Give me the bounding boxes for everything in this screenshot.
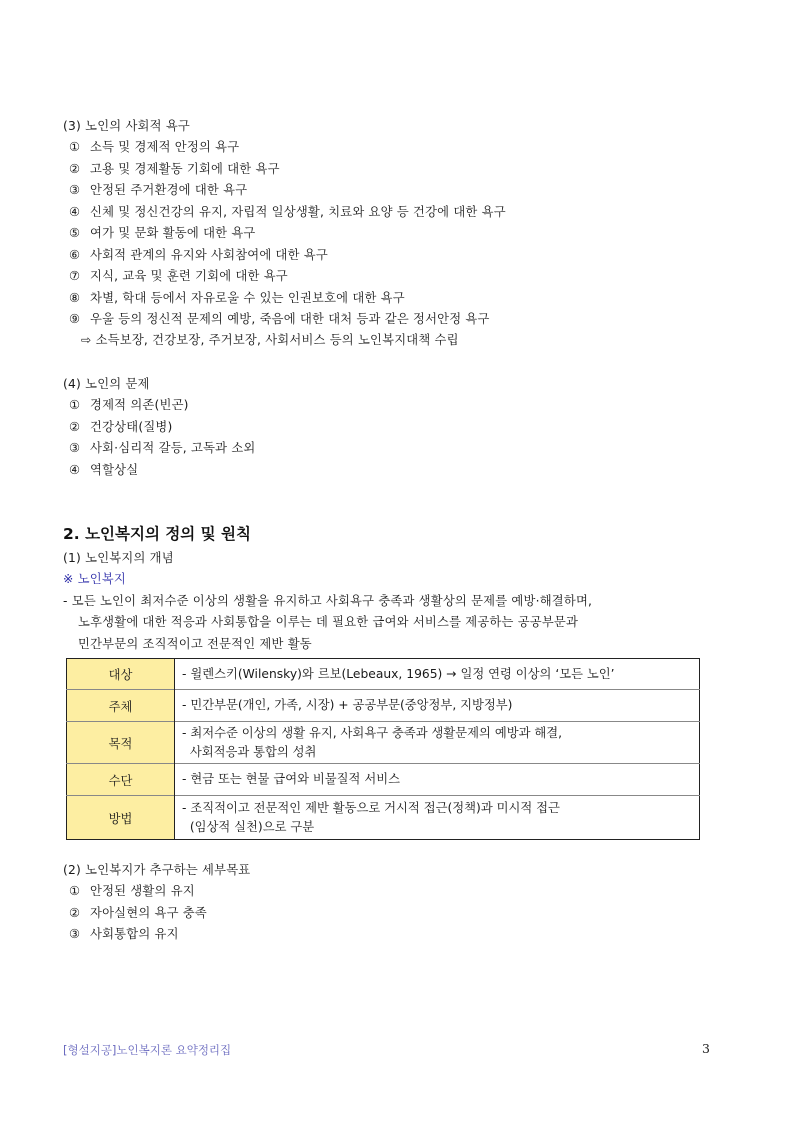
list-item	[69, 440, 256, 456]
item-text: 역할상실	[90, 463, 139, 477]
table-key-cell: 수단	[67, 764, 175, 796]
item-text: 건강상태(질병)	[90, 420, 173, 434]
table-value-cell	[175, 690, 700, 722]
item-number: ④	[69, 463, 81, 477]
list-item	[69, 247, 328, 263]
table-value-cell	[175, 659, 700, 690]
definition-line: 노후생활에 대한 적응과 사회통합을 이루는 데 필요한 급여와 서비스를 제공하는 공공부문과	[78, 615, 579, 629]
list-item	[69, 161, 280, 177]
item-number: ①	[69, 140, 81, 154]
list-item	[69, 926, 179, 942]
note-label: ※ 노인복지	[63, 572, 126, 586]
table-key-cell: 방법	[67, 796, 175, 840]
cell-line: - 최저수준 이상의 생활 유지, 사회욕구 충족과 생활문제의 예방과 해결,	[182, 725, 563, 740]
table-key-cell: 주체	[67, 690, 175, 722]
item-number: ⑦	[69, 269, 81, 283]
item-number: ⑨	[69, 312, 81, 326]
cell-line: - 조직적이고 전문적인 제반 활동으로 거시적 접근(정책)과 미시적 접근	[182, 800, 560, 815]
item-number: ⑥	[69, 248, 81, 262]
cell-line: (임상적 실천)으로 구분	[182, 819, 315, 834]
list-item	[69, 419, 172, 435]
table-row	[67, 796, 700, 840]
footer-title: [형설지공]노인복지론 요약정리집	[63, 1043, 232, 1057]
definition-table	[66, 658, 700, 840]
list-item	[69, 225, 256, 241]
item-text: 사회통합의 유지	[90, 927, 179, 941]
conclusion-arrow-text: ⇨ 소득보장, 건강보장, 주거보장, 사회서비스 등의 노인복지대책 수립	[81, 333, 459, 347]
list-item	[69, 204, 506, 220]
item-text: 우울 등의 정신적 문제의 예방, 죽음에 대한 대처 등과 같은 정서안정 욕구	[90, 312, 490, 326]
table-key-cell: 대상	[67, 659, 175, 690]
item-text: 경제적 의존(빈곤)	[90, 398, 189, 412]
item-text: 고용 및 경제활동 기회에 대한 욕구	[90, 162, 280, 176]
list-item	[69, 268, 288, 284]
item-text: 신체 및 정신건강의 유지, 자립적 일상생활, 치료와 요양 등 건강에 대한 욕구	[90, 205, 506, 219]
list-item	[69, 311, 490, 327]
item-text: 여가 및 문화 활동에 대한 욕구	[90, 226, 256, 240]
subsection-1-title: (1) 노인복지의 개념	[63, 551, 174, 565]
item-text: 소득 및 경제적 안정의 욕구	[90, 140, 240, 154]
table-row	[67, 764, 700, 796]
table-value-cell	[175, 796, 700, 840]
table-row	[67, 722, 700, 764]
table-row	[67, 659, 700, 690]
section-4-title: (4) 노인의 문제	[63, 377, 150, 391]
table-value-cell	[175, 764, 700, 796]
section-3-title: (3) 노인의 사회적 욕구	[63, 119, 190, 133]
item-number: ①	[69, 884, 81, 898]
item-text: 자아실현의 욕구 충족	[90, 906, 207, 920]
item-number: ③	[69, 927, 81, 941]
item-number: ③	[69, 441, 81, 455]
cell-line: 사회적응과 통합의 성취	[182, 744, 317, 759]
page-number: 3	[702, 1041, 710, 1056]
cell-line: - 민간부문(개인, 가족, 시장) + 공공부문(중앙정부, 지방정부)	[182, 698, 513, 712]
item-number: ②	[69, 420, 81, 434]
item-number: ③	[69, 183, 81, 197]
table-key-cell: 목적	[67, 722, 175, 764]
list-item	[69, 397, 189, 413]
list-item	[69, 905, 207, 921]
item-text: 안정된 생활의 유지	[90, 884, 195, 898]
item-text: 사회적 관계의 유지와 사회참여에 대한 욕구	[90, 248, 328, 262]
item-number: ①	[69, 398, 81, 412]
list-item	[69, 290, 405, 306]
list-item	[69, 462, 138, 478]
definition-line: 민간부문의 조직적이고 전문적인 제반 활동	[78, 637, 312, 651]
list-item	[69, 182, 247, 198]
item-number: ②	[69, 162, 81, 176]
item-text: 사회·심리적 갈등, 고독과 소외	[90, 441, 256, 455]
item-text: 차별, 학대 등에서 자유로울 수 있는 인권보호에 대한 욕구	[90, 291, 405, 305]
table-row	[67, 690, 700, 722]
list-item	[69, 883, 195, 899]
item-text: 안정된 주거환경에 대한 욕구	[90, 183, 248, 197]
chapter-heading: 2. 노인복지의 정의 및 원칙	[63, 525, 251, 543]
subsection-2-title: (2) 노인복지가 추구하는 세부목표	[63, 863, 251, 877]
table-value-cell	[175, 722, 700, 764]
item-number: ⑤	[69, 226, 81, 240]
item-text: 지식, 교육 및 훈련 기회에 대한 욕구	[90, 269, 288, 283]
item-number: ④	[69, 205, 81, 219]
cell-line: - 윌렌스키(Wilensky)와 르보(Lebeaux, 1965) → 일정 연령 이상의 ‘모든 노인’	[182, 666, 615, 681]
list-item	[69, 139, 239, 155]
cell-line: - 현금 또는 현물 급여와 비물질적 서비스	[182, 772, 400, 786]
definition-line: - 모든 노인이 최저수준 이상의 생활을 유지하고 사회욕구 충족과 생활상의 문제를 예방·해결하며,	[63, 594, 593, 608]
item-number: ⑧	[69, 291, 81, 305]
item-number: ②	[69, 906, 81, 920]
